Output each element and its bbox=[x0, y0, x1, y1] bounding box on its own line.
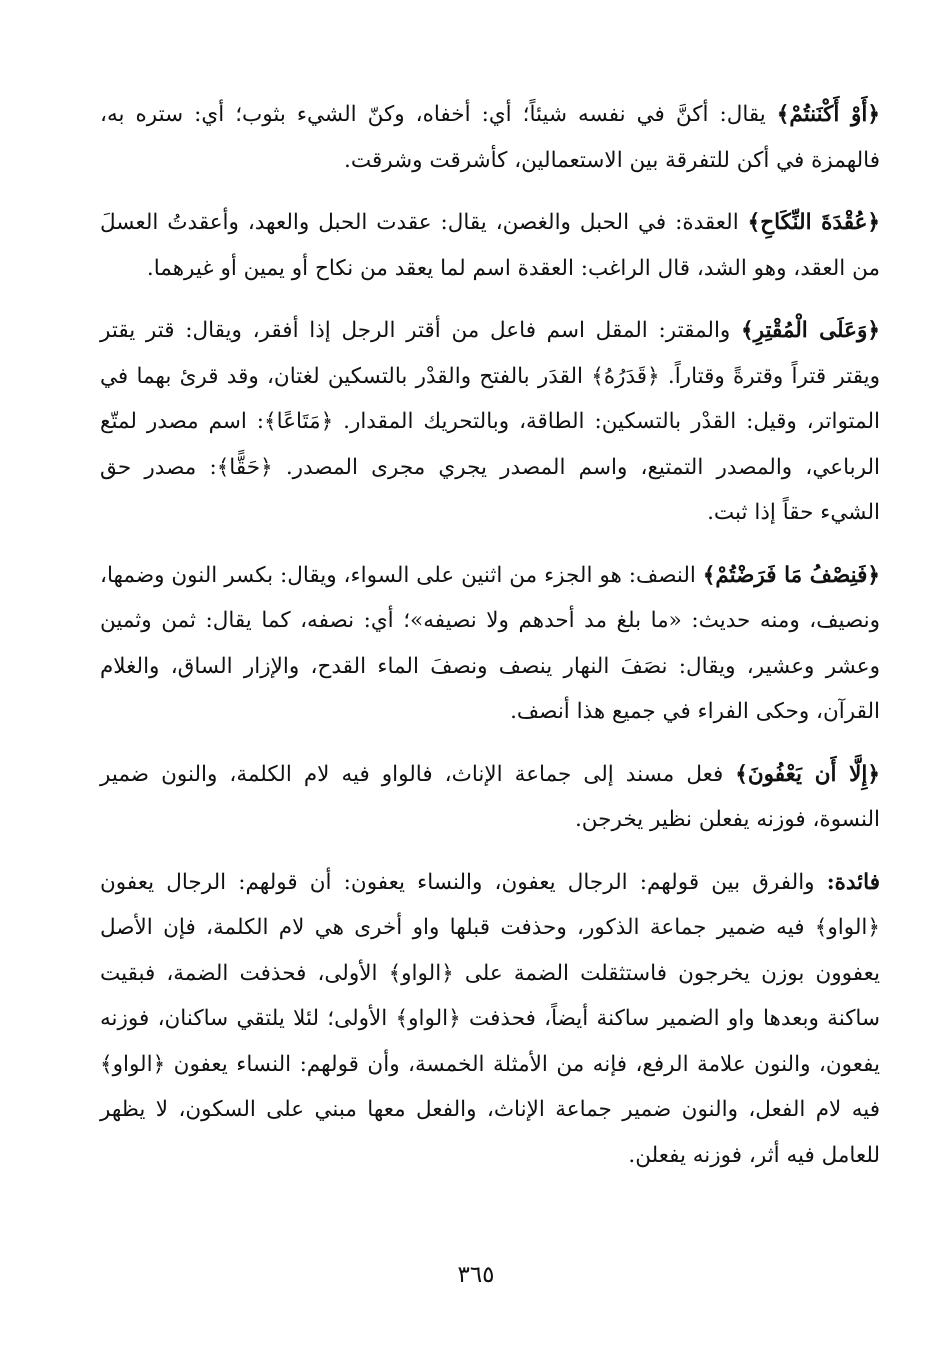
page-body bbox=[100, 92, 880, 1195]
quran-phrase: ﴿فَنِصْفُ مَا فَرَضْتُمْ﴾ bbox=[702, 562, 881, 588]
paragraph-text: والمقتر: المقل اسم فاعل من أقتر الرجل إذا أفقر، ويقال: قتر يقتر ويقتر قتراً وقترةً وقتاراً. ﴿قَدَرُهُ﴾ القدَر بالفتح والقدْر بالتسكين لغتان، وقد قرئ بهما في المتواتر، وقيل: القدْر بالتسكين: الطاقة، وبالتحريك المقدار. ﴿مَتَاعًا﴾: اسم مصدر لمتّع الرباعي، والمصدر التمتيع، واسم المصدر يجري مجرى المصدر. ﴿حَقًّا﴾: مصدر حق الشيء حقاً إذا ثبت. bbox=[100, 318, 880, 525]
quran-phrase: ﴿وَعَلَى الْمُقْتِرِ﴾ bbox=[741, 318, 880, 343]
paragraph-text: والفرق بين قولهم: الرجال يعفون، والنساء يعفون: أن قولهم: الرجال يعفون ﴿الواو﴾ فيه ضمير جماعة الذكور، وحذفت قبلها واو أخرى هي لام الكلمة، فإن الأصل يعفوون بوزن يخرجون فاستثقلت الضمة على ﴿الواو﴾ الأولى، فحذفت الضمة، فبقيت ساكنة وبعدها واو الضمير ساكنة أيضاً، فحذفت ﴿الواو﴾ الأولى؛ لئلا يلتقي ساكنان، فوزنه يفعون، والنون علامة الرفع، فإنه من الأمثلة الخمسة، وأن قولهم: النساء يعفون ﴿الواو﴾ فيه لام الفعل، والنون ضمير جماعة الإناث، والفعل معها مبني على السكون، لا يظهر للعامل فيه أثر، فوزنه يفعلن. bbox=[100, 869, 880, 1168]
paragraph-aw-aknantum bbox=[100, 92, 880, 183]
quran-phrase: ﴿إِلَّا أَن يَعْفُونَ﴾ bbox=[735, 761, 880, 787]
paragraph-uqdat-alnikah bbox=[100, 200, 880, 291]
page-number: ٣٦٥ bbox=[457, 1262, 495, 1288]
paragraph-almuqtir bbox=[100, 308, 880, 536]
paragraph-text: فعل مسند إلى جماعة الإناث، فالواو فيه لام الكلمة، والنون ضمير النسوة، فوزنه يفعلن نظير يخرجن. bbox=[100, 761, 880, 832]
paragraph-text: العقدة: في الحبل والغصن، يقال: عقدت الحبل والعهد، وأعقدتُ العسلَ من العقد، وهو الشد، قال الراغب: العقدة اسم لما يعقد من نكاح أو يمين أو غيرهما. bbox=[100, 210, 880, 281]
quran-phrase: ﴿أَوْ أَكْنَنتُمْ﴾ bbox=[776, 102, 880, 127]
faida-label: فائدة: bbox=[826, 869, 880, 895]
paragraph-text: يقال: أكنَّ في نفسه شيئاً؛ أي: أخفاه، وكنّ الشيء بثوب؛ أي: ستره به، فالهمزة في أكن للتفرقة بين الاستعمالين، كأشرقت وشرقت. bbox=[100, 102, 880, 173]
quran-phrase: ﴿عُقْدَةَ النِّكَاحِ﴾ bbox=[747, 210, 880, 235]
paragraph-text: النصف: هو الجزء من اثنين على السواء، ويقال: بكسر النون وضمها، ونصيف، ومنه حديث: «ما بلغ مد أحدهم ولا نصيفه»؛ أي: نصفه، كما يقال: ثمن وثمين وعشر وعشير، ويقال: نصَفَ النهار ينصف ونصفَ الماء القدح، والإزار الساق، والغلام القرآن، وحكى الفراء في جميع هذا أنصف. bbox=[100, 562, 880, 724]
paragraph-faida bbox=[100, 860, 880, 1179]
paragraph-nisf bbox=[100, 553, 880, 735]
paragraph-yafun bbox=[100, 752, 880, 843]
